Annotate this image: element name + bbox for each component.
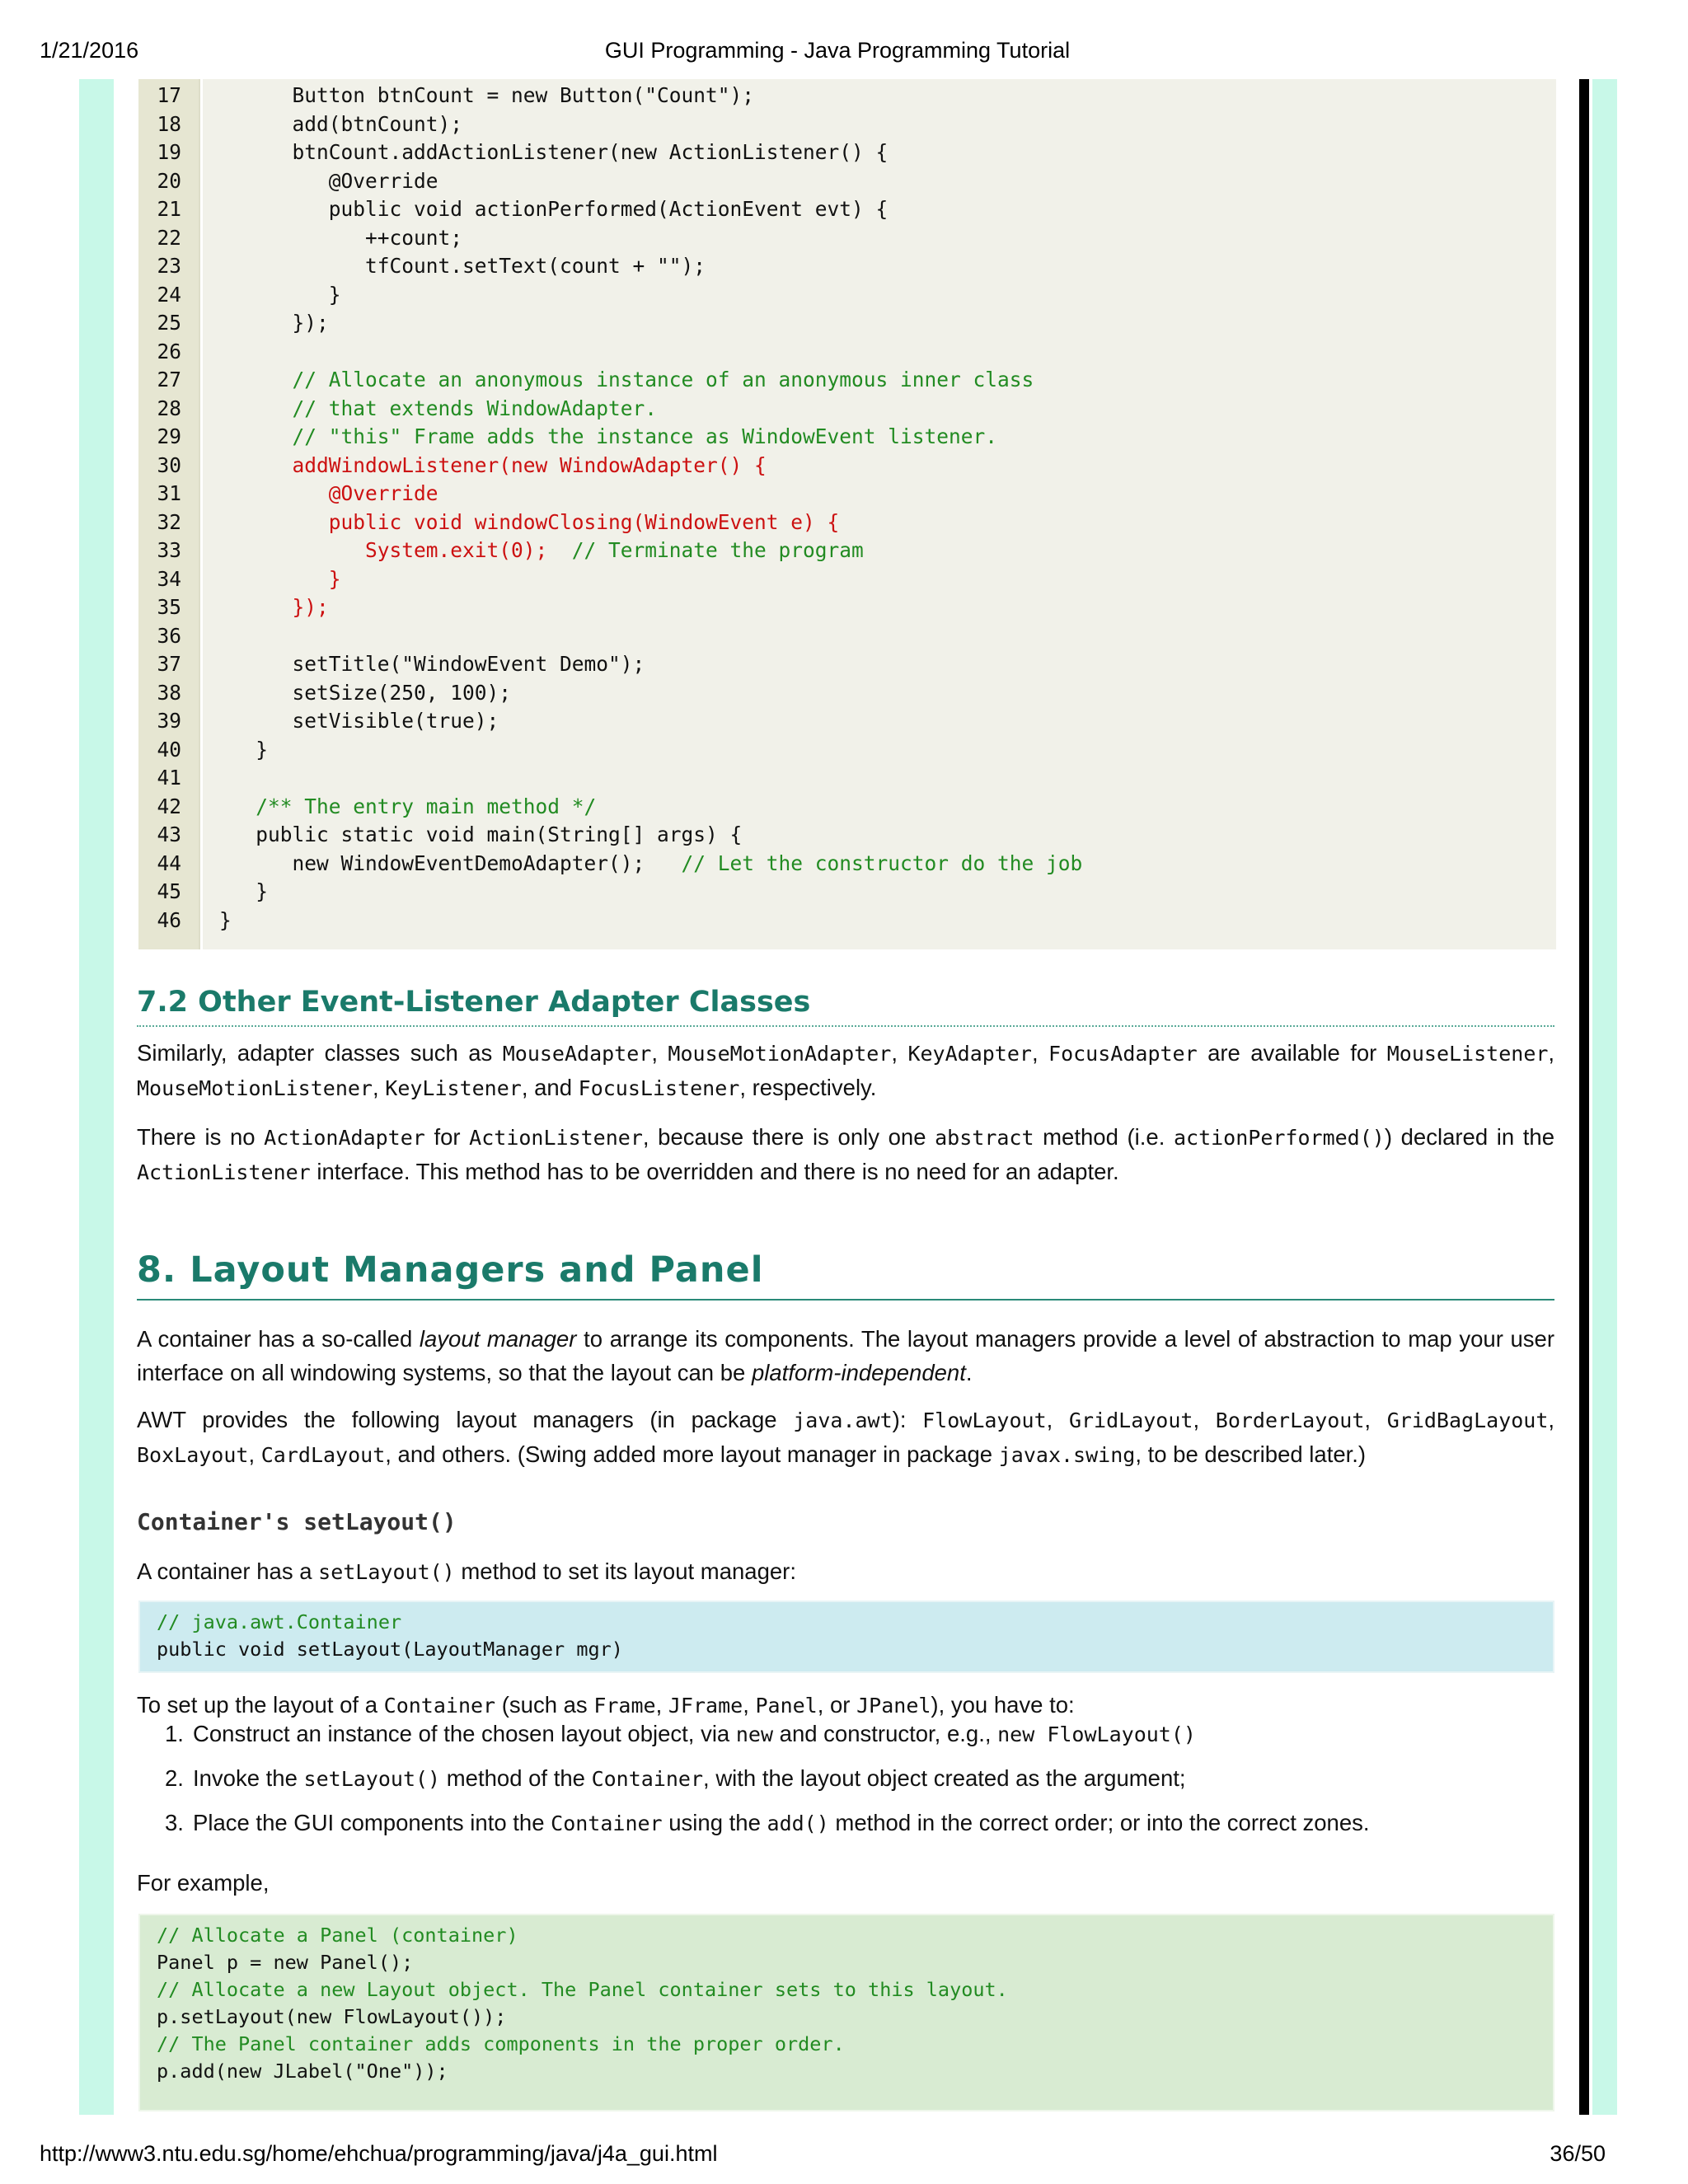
line-number: 22 <box>157 225 181 250</box>
line-number: 33 <box>157 538 181 562</box>
code-text: @Override <box>219 168 438 193</box>
line-number: 36 <box>157 623 181 648</box>
code-text: } <box>219 566 341 591</box>
line-number: 43 <box>157 823 181 846</box>
code-text: tfCount.setText(count + ""); <box>219 254 706 278</box>
section-8-para-5: For example, <box>137 1870 270 1896</box>
code-listing <box>138 79 1556 949</box>
list-item: 3. Place the GUI components into the Container using the add() method in the correct order; or into the correct zones. <box>165 1810 1370 1835</box>
code-text: public static void main(String[] args) { <box>219 823 743 846</box>
code-text: public void windowClosing(WindowEvent e) { <box>219 509 840 534</box>
left-accent-bar <box>79 79 114 2115</box>
code-line: public void setLayout(LayoutManager mgr) <box>157 1638 623 1661</box>
code-text: @Override <box>219 481 438 505</box>
line-number: 40 <box>157 737 181 762</box>
section-8-heading: 8. Layout Managers and Panel <box>137 1249 1554 1301</box>
print-header <box>40 38 1635 71</box>
list-item: 2. Invoke the setLayout() method of the Container, with the layout object created as the argument; <box>165 1765 1186 1791</box>
line-number: 37 <box>157 652 181 676</box>
code-text: add(btnCount); <box>219 111 463 136</box>
setlayout-signature-code <box>138 1601 1554 1673</box>
code-text: /** The entry main method */ <box>219 794 597 818</box>
section-8-para-3: A container has a setLayout() method to set its layout manager: <box>137 1558 796 1584</box>
code-text: // "this" Frame adds the instance as WindowEvent listener. <box>219 424 998 448</box>
code-text: public void actionPerformed(ActionEvent evt) { <box>219 197 889 221</box>
line-number: 17 <box>157 83 181 107</box>
code-text: setVisible(true); <box>219 709 499 733</box>
right-accent-bar <box>1592 79 1617 2115</box>
code-line: p.setLayout(new FlowLayout()); <box>157 2005 507 2028</box>
line-number: 44 <box>157 851 181 875</box>
code-comment: // Terminate the program <box>547 538 864 562</box>
line-number: 32 <box>157 509 181 534</box>
line-number: 28 <box>157 396 181 420</box>
line-number: 45 <box>157 879 181 903</box>
line-number: 31 <box>157 481 181 505</box>
line-number: 20 <box>157 168 181 193</box>
code-comment: // java.awt.Container <box>157 1610 402 1633</box>
line-number: 30 <box>157 452 181 477</box>
code-comment: // Allocate a new Layout object. The Panel container sets to this layout. <box>157 1978 1008 2001</box>
line-number: 18 <box>157 111 181 136</box>
list-item: 1. Construct an instance of the chosen layout object, via new and constructor, e.g., new FlowLayout() <box>165 1721 1196 1746</box>
code-text: } <box>219 907 232 932</box>
code-text: } <box>219 282 341 307</box>
code-text: new WindowEventDemoAdapter(); // Let the constructor do the job <box>219 851 1083 875</box>
code-line: p.add(new JLabel("One")); <box>157 2060 448 2083</box>
setup-steps-list <box>137 1718 1554 1851</box>
code-text: System.exit(0); // Terminate the program <box>219 538 864 562</box>
section-7-2-heading: 7.2 Other Event-Listener Adapter Classes <box>137 986 1554 1027</box>
code-text: }); <box>219 311 329 335</box>
line-number: 29 <box>157 424 181 448</box>
code-text: Button btnCount = new Button("Count"); <box>219 83 755 107</box>
code-text: setTitle("WindowEvent Demo"); <box>219 652 645 676</box>
print-page-number: 36/50 <box>1550 2141 1606 2166</box>
line-number: 35 <box>157 595 181 619</box>
line-number: 19 <box>157 140 181 164</box>
right-scroll-bar <box>1579 79 1589 2115</box>
code-text: addWindowListener(new WindowAdapter() { <box>219 452 767 477</box>
section-8-para-1: A container has a so-called layout manager to arrange its components. The layout managers provide a level of abstraction to map your user interface on all windowing systems, so that the layout can be platform-independent. <box>137 1326 1555 1385</box>
line-number: 34 <box>157 566 181 591</box>
print-title: GUI Programming - Java Programming Tutorial <box>604 38 1071 63</box>
section-7-2-para-1: Similarly, adapter classes such as MouseAdapter, MouseMotionAdapter, KeyAdapter, FocusAdapter are available for MouseListener, MouseMotionListener, KeyListener, and FocusListener, respectively. <box>137 1040 1555 1100</box>
code-text: btnCount.addActionListener(new ActionListener() { <box>219 140 889 164</box>
print-date: 1/21/2016 <box>40 38 139 63</box>
line-number: 25 <box>157 311 181 335</box>
code-line: Panel p = new Panel(); <box>157 1951 414 1974</box>
line-number: 46 <box>157 907 181 932</box>
line-number: 24 <box>157 282 181 307</box>
section-7-2-para-2: There is no ActionAdapter for ActionListener, because there is only one abstract method (i.e. actionPerformed()) declared in the ActionListener interface. This method has to be overridden and there is no need for an adapter. <box>137 1124 1554 1184</box>
code-text: ++count; <box>219 225 463 250</box>
code-comment: // Allocate a Panel (container) <box>157 1924 518 1947</box>
code-comment: // Let the constructor do the job <box>645 851 1083 875</box>
panel-example-code <box>138 1914 1554 2111</box>
print-url: http://www3.ntu.edu.sg/home/ehchua/programming/java/j4a_gui.html <box>40 2141 718 2166</box>
code-text: } <box>219 879 269 903</box>
setlayout-subheading: Container's setLayout() <box>137 1508 457 1535</box>
line-number: 27 <box>157 368 181 391</box>
code-comment: // The Panel container adds components in the proper order. <box>157 2032 845 2055</box>
code-text: // that extends WindowAdapter. <box>219 396 658 420</box>
line-number: 26 <box>157 339 181 363</box>
code-text: } <box>219 737 269 762</box>
line-number: 39 <box>157 709 181 733</box>
line-number: 41 <box>157 766 181 790</box>
section-8-para-2: AWT provides the following layout managers (in package java.awt): FlowLayout, GridLayout, BorderLayout, GridBagLayout, BoxLayout, CardLayout, and others. (Swing added more layout manager in package javax.swing, to be described later.) <box>137 1407 1555 1467</box>
code-text: setSize(250, 100); <box>219 680 512 705</box>
section-8-para-4: To set up the layout of a Container (such as Frame, JFrame, Panel, or JPanel), you have to: <box>137 1692 1075 1718</box>
line-number: 42 <box>157 794 181 818</box>
code-text: }); <box>219 595 329 619</box>
line-number: 38 <box>157 680 181 705</box>
line-number: 23 <box>157 254 181 278</box>
line-number: 21 <box>157 197 181 221</box>
code-text: // Allocate an anonymous instance of an anonymous inner class <box>219 368 1034 391</box>
